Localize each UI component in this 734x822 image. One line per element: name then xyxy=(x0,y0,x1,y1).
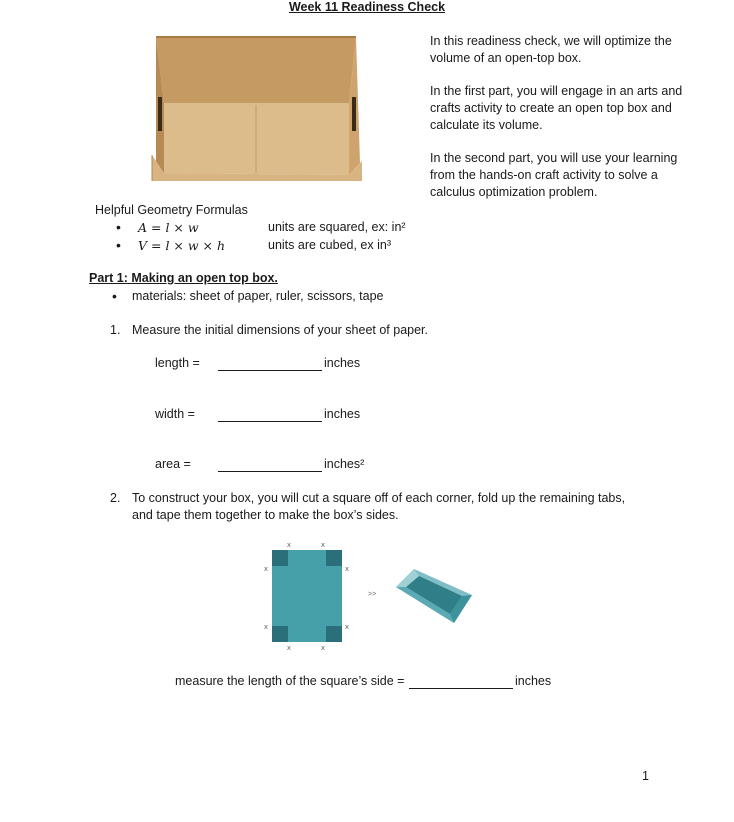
folded-box-icon xyxy=(392,565,476,627)
x-label: x xyxy=(344,565,350,573)
volume-formula: V = l × w × h xyxy=(138,238,226,253)
formulas-heading: Helpful Geometry Formulas xyxy=(95,203,248,217)
x-label: x xyxy=(286,644,292,652)
page-title: Week 11 Readiness Check xyxy=(288,0,446,14)
x-label: x xyxy=(320,644,326,652)
bullet-icon: • xyxy=(116,237,121,253)
area-formula: A = l × w xyxy=(138,220,199,235)
step2-text-line1: To construct your box, you will cut a square off of each corner, fold up the remaining tabs, xyxy=(132,491,626,505)
x-label: x xyxy=(263,623,269,631)
arrow-icon: >> xyxy=(368,591,377,598)
x-label: x xyxy=(263,565,269,573)
part1-heading: Part 1: Making an open top box. xyxy=(89,271,278,285)
corner-square xyxy=(272,626,288,642)
x-label: x xyxy=(320,541,326,549)
intro-paragraph-1: In this readiness check, we will optimize the volume of an open-top box. xyxy=(430,34,672,65)
step1-number: 1. xyxy=(110,323,121,337)
cardboard-box-image xyxy=(150,35,365,185)
length-unit: inches xyxy=(324,356,361,370)
bullet-icon: • xyxy=(116,219,121,235)
step1-text: Measure the initial dimensions of your sheet of paper. xyxy=(132,323,429,337)
bullet-icon: • xyxy=(112,288,117,304)
box-net-diagram xyxy=(258,538,358,654)
corner-square xyxy=(326,626,342,642)
width-unit: inches xyxy=(324,407,361,421)
intro-paragraph-3: In the second part, you will use your learning from the hands-on craft activity to solve a calculus optimization problem. xyxy=(430,151,678,199)
corner-square xyxy=(326,550,342,566)
square-side-label: measure the length of the square’s side = xyxy=(175,674,405,688)
area-unit: inches² xyxy=(324,457,365,471)
step2-text-line2: and tape them together to make the box’s sides. xyxy=(132,508,399,522)
intro-paragraph-2: In the first part, you will engage in an arts and crafts activity to create an open top box and calculate its volume. xyxy=(430,84,683,132)
step2-number: 2. xyxy=(110,491,121,505)
area-label: area = xyxy=(155,457,191,471)
area-blank[interactable] xyxy=(218,459,322,472)
width-label: width = xyxy=(155,407,195,421)
square-side-unit: inches xyxy=(515,674,552,688)
length-label: length = xyxy=(155,356,200,370)
area-units-note: units are squared, ex: in² xyxy=(268,220,406,234)
length-blank[interactable] xyxy=(218,358,322,371)
intro-text xyxy=(430,33,695,217)
corner-square xyxy=(272,550,288,566)
width-blank[interactable] xyxy=(218,409,322,422)
materials-text: materials: sheet of paper, ruler, scissors, tape xyxy=(132,289,384,303)
volume-units-note: units are cubed, ex in³ xyxy=(268,238,391,252)
page-number: 1 xyxy=(642,769,649,783)
x-label: x xyxy=(286,541,292,549)
x-label: x xyxy=(344,623,350,631)
square-side-blank[interactable] xyxy=(409,676,513,689)
